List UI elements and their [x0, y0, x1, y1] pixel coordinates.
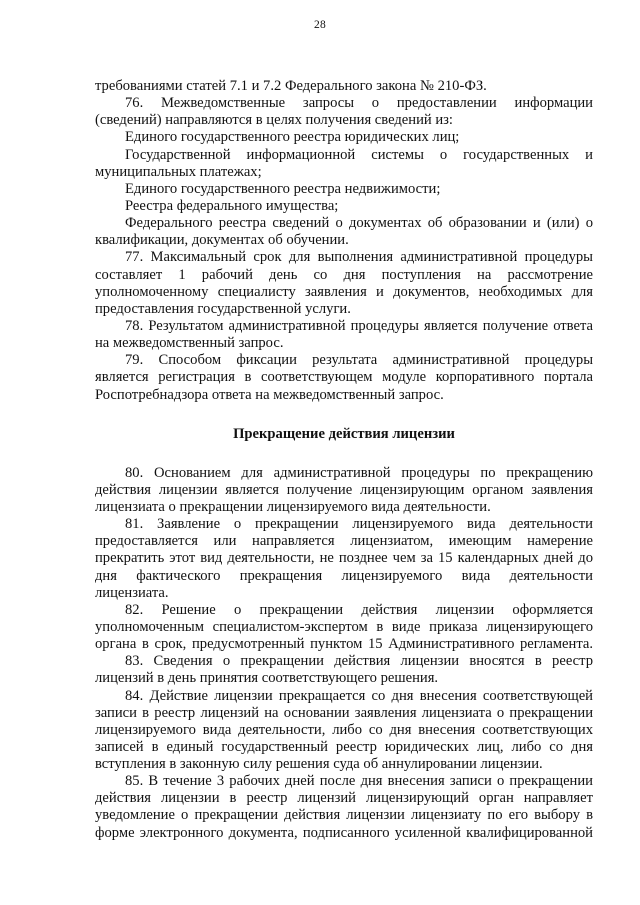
- text-line: вступления в законную силу решения суда об аннулировании лицензии.: [95, 756, 543, 773]
- text-line: уполномоченному специалисту заявления и документов, необходимых для: [95, 283, 593, 300]
- text-line: 76. Межведомственные запросы о предоставлении информации: [125, 95, 593, 112]
- text-line: 77. Максимальный срок для выполнения административной процедуры: [125, 249, 593, 266]
- text-line: форме электронного документа, подписанного усиленной квалифицированной: [95, 824, 593, 841]
- text-line: действия лицензии является получение лицензирующим органом заявления: [95, 481, 593, 498]
- paragraphs-after-heading: [95, 465, 593, 842]
- text-line: Реестра федерального имущества;: [125, 197, 339, 214]
- text-line: уполномоченным специалистом-экспертом в виде приказа лицензирующего: [95, 618, 593, 635]
- text-line: записей в единый государственный реестр юридических лиц, либо со дня: [95, 738, 593, 755]
- text-line: Федерального реестра сведений о документах об образовании и (или) о: [125, 215, 593, 232]
- text-line: предоставляется или направляется лицензиатом, имеющим намерение: [95, 533, 593, 550]
- text-line: лицензиата.: [95, 584, 169, 601]
- text-line: 85. В течение 3 рабочих дней после дня внесения записи о прекращении: [125, 773, 593, 790]
- text-line: предоставления государственной услуги.: [95, 300, 351, 317]
- text-line: прекратить этот вид деятельности, не позднее чем за 15 календарных дней до: [95, 550, 593, 567]
- page-number: 28: [314, 19, 326, 31]
- text-line: дня фактического прекращения лицензируемого вида деятельности: [95, 567, 593, 584]
- section-heading: Прекращение действия лицензии: [233, 425, 455, 442]
- text-line: 80. Основанием для административной процедуры по прекращению: [125, 464, 593, 481]
- text-line: органа в срок, предусмотренный пунктом 15 Административного регламента.: [95, 636, 593, 653]
- text-line: (сведений) направляются в целях получения сведений из:: [95, 112, 453, 129]
- text-line: лицензируемого вида деятельности, либо со дня внесения соответствующих: [95, 721, 593, 738]
- text-line: Государственной информационной системы о государственных и: [125, 146, 593, 163]
- text-line: Единого государственного реестра недвижимости;: [125, 180, 441, 197]
- text-line: 79. Способом фиксации результата административной процедуры: [125, 352, 593, 369]
- text-line: Единого государственного реестра юридических лиц;: [125, 129, 460, 146]
- text-line: муниципальных платежах;: [95, 163, 262, 180]
- text-line: действия лицензии в реестр лицензий лицензирующий орган направляет: [95, 790, 593, 807]
- text-line: лицензий в день принятия соответствующего решения.: [95, 670, 439, 687]
- text-line: квалификации, документах об обучении.: [95, 232, 349, 249]
- text-line: требованиями статей 7.1 и 7.2 Федерального закона № 210-ФЗ.: [95, 78, 487, 94]
- text-line: Роспотребнадзора ответа на межведомственный запрос.: [95, 386, 444, 403]
- text-line: 82. Решение о прекращении действия лицензии оформляется: [125, 601, 593, 618]
- text-line: 83. Сведения о прекращении действия лицензии вносятся в реестр: [125, 653, 593, 670]
- paragraphs-before-heading: [95, 78, 593, 404]
- text-line: является регистрация в соответствующем модуле корпоративного портала: [95, 369, 593, 386]
- text-line: 78. Результатом административной процедуры является получение ответа: [125, 317, 593, 334]
- text-line: лицензиата о прекращении лицензируемого вида деятельности.: [95, 498, 491, 515]
- document-body: [95, 78, 593, 842]
- text-line: составляет 1 рабочий день со дня поступления на рассмотрение: [95, 266, 593, 283]
- text-line: 84. Действие лицензии прекращается со дня внесения соответствующей: [125, 687, 593, 704]
- text-line: на межведомственный запрос.: [95, 335, 284, 352]
- text-line: 81. Заявление о прекращении лицензируемого вида деятельности: [125, 516, 593, 533]
- text-line: записи в реестр лицензий на основании заявления лицензиата о прекращении: [95, 704, 593, 721]
- text-line: уведомление о прекращении действия лицензии лицензиату по его выбору в: [95, 807, 593, 824]
